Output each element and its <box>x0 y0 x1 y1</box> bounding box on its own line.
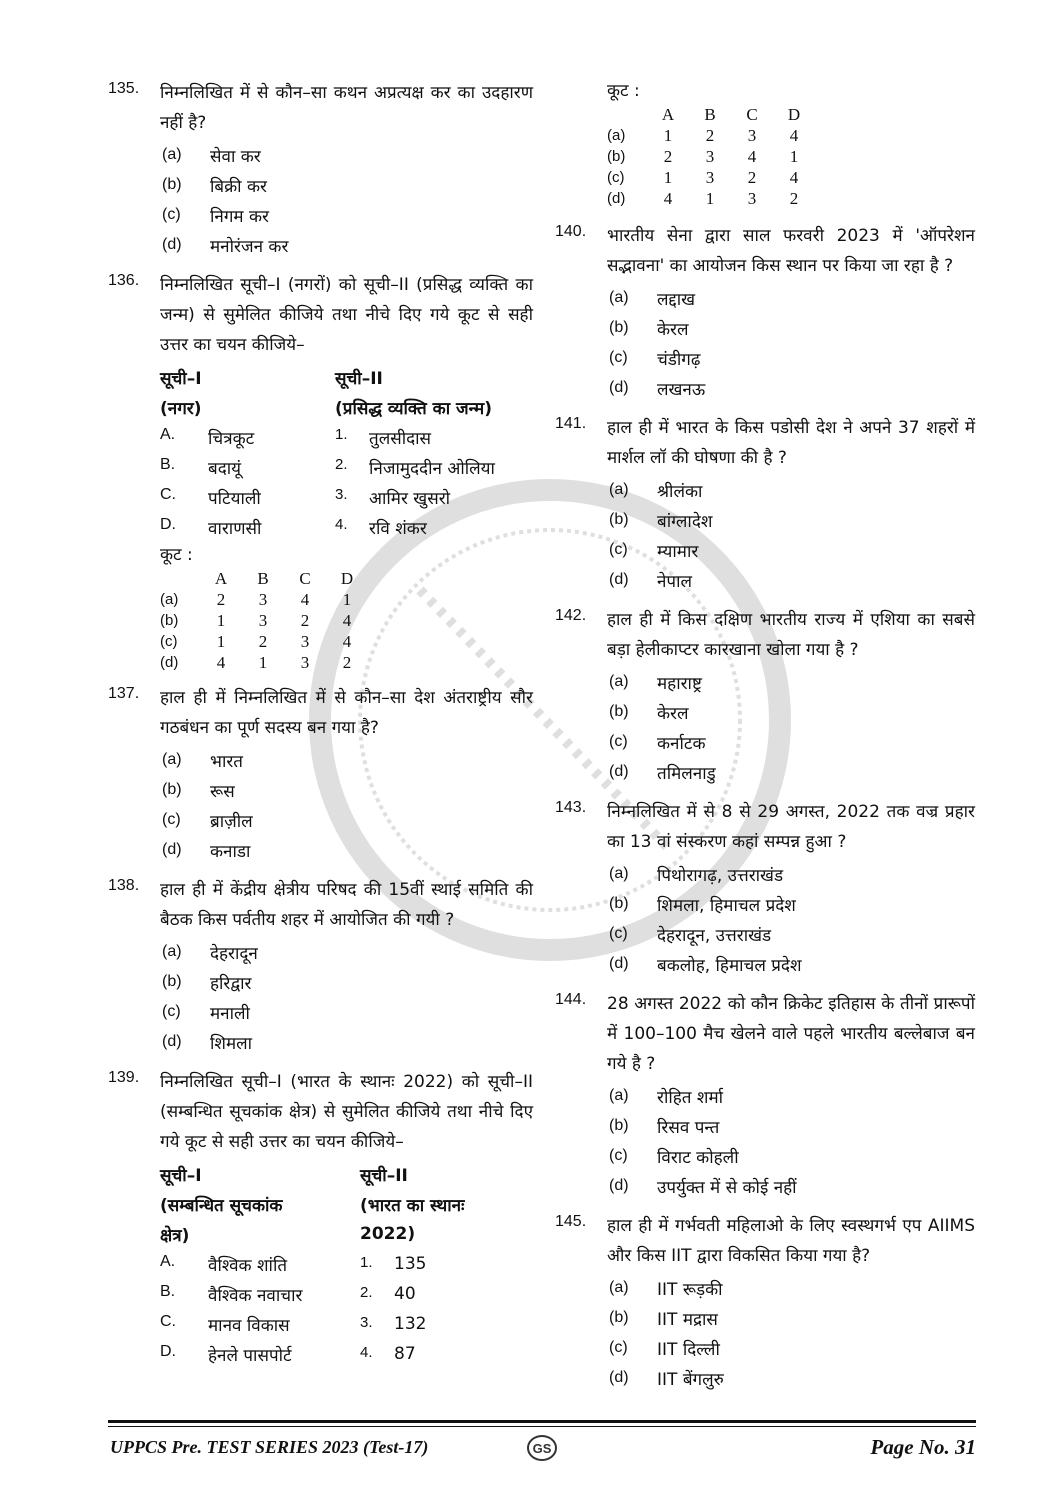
option-text: IIT दिल्ली <box>657 1339 720 1360</box>
option <box>609 919 975 949</box>
koot-cell: 1 <box>342 590 352 609</box>
option <box>162 200 533 230</box>
option-text: बांग्लादेश <box>657 511 713 532</box>
koot-option: (b) <box>607 148 626 165</box>
option-text: केरल <box>657 319 689 340</box>
option <box>609 1363 975 1393</box>
option <box>162 230 533 260</box>
question-number: 144. <box>555 991 587 1008</box>
option-label: (c) <box>162 811 181 828</box>
options <box>162 937 533 1057</box>
option-label: (a) <box>162 943 182 960</box>
question-number: 141. <box>555 415 587 432</box>
koot-col: A <box>661 105 675 124</box>
koot-cell: 4 <box>342 632 352 651</box>
question-text: भारतीय सेना द्वारा साल फरवरी 2023 में 'ऑपरेशन सद्भावना' का आयोजन किस स्थान पर किया जा रहा है ? <box>607 226 975 276</box>
option-text: IIT बेंगलुरु <box>657 1369 724 1390</box>
koot-table <box>607 104 815 209</box>
option-label: (b) <box>609 1117 629 1134</box>
option <box>609 313 975 343</box>
match-row <box>160 1249 533 1279</box>
row-num: 1. <box>335 425 348 443</box>
option-text: मनाली <box>210 1003 250 1024</box>
koot-cell: 4 <box>663 189 673 208</box>
koot-cell: 4 <box>789 126 799 145</box>
match-row <box>160 512 533 542</box>
koot-row <box>160 631 368 652</box>
option <box>609 727 975 757</box>
option <box>609 1141 975 1171</box>
question-number: 136. <box>108 272 140 289</box>
list-1-subtitle: (नगर) <box>160 398 202 419</box>
match-row <box>160 422 533 452</box>
option-label: (c) <box>162 1003 181 1020</box>
koot-col: B <box>704 105 716 124</box>
list-1-subtitle-cont: क्षेत्र) <box>160 1225 190 1246</box>
page-number: Page No. 31 <box>870 1435 976 1459</box>
koot-cell: 3 <box>747 189 757 208</box>
row-num: 4. <box>360 1344 373 1361</box>
koot-cell: 1 <box>258 653 268 672</box>
option-text: रोहित शर्मा <box>657 1087 724 1108</box>
option-label: (a) <box>609 481 629 498</box>
option-text: हरिद्वार <box>210 973 252 994</box>
question-text: हाल ही में केंद्रीय क्षेत्रीय परिषद की 15वीं स्थाई समिति की बैठक किस पर्वतीय शहर में आयोजित की गयी ? <box>160 880 533 930</box>
koot-cell: 4 <box>216 653 226 672</box>
koot-row <box>607 167 815 188</box>
option-text: तमिलनाडु <box>657 763 716 784</box>
options <box>609 1081 975 1201</box>
koot-cell: 2 <box>342 653 352 672</box>
option-label: (a) <box>609 865 629 882</box>
option-label: (c) <box>609 733 628 750</box>
list-header <box>160 1159 533 1189</box>
list-subheader <box>160 1219 533 1249</box>
option <box>609 889 975 919</box>
option <box>609 949 975 979</box>
row-key: B. <box>160 1282 176 1300</box>
koot-option: (d) <box>607 190 626 207</box>
option-label: (a) <box>609 1087 629 1104</box>
option-label: (b) <box>609 1309 629 1326</box>
koot-col: C <box>299 569 311 588</box>
koot-cell: 3 <box>300 653 310 672</box>
row-item: बदायूं <box>208 458 241 479</box>
question-number: 142. <box>555 607 587 624</box>
option-text: उपर्युक्त में से कोई नहीं <box>657 1177 797 1198</box>
question-text: हाल ही में गर्भवती महिलाओ के लिए स्वस्थगर्भ एप AIIMS और किस IIT द्वारा विकसित किया गया है? <box>607 1216 975 1266</box>
row-key: A. <box>160 425 176 443</box>
option-label: (c) <box>609 1147 628 1164</box>
list-subheader <box>160 392 533 422</box>
option-label: (c) <box>609 1339 628 1356</box>
option-text: शिमला, हिमाचल प्रदेश <box>657 895 796 916</box>
option <box>162 997 533 1027</box>
option <box>609 859 975 889</box>
question-142 <box>555 605 975 787</box>
option-label: (d) <box>162 1033 182 1050</box>
row-num: 3. <box>335 485 348 503</box>
koot-cell: 1 <box>216 632 226 651</box>
option-text: बिक्री कर <box>210 176 267 197</box>
question-138 <box>108 875 533 1057</box>
row-match: 40 <box>394 1284 416 1304</box>
row-match: 132 <box>394 1314 427 1334</box>
option-text: केरल <box>657 703 689 724</box>
row-match: रवि शंकर <box>369 518 427 539</box>
option <box>609 1111 975 1141</box>
list-2-title: सूची–II <box>360 1165 408 1186</box>
option-label: (a) <box>609 289 629 306</box>
koot-cell: 4 <box>789 168 799 187</box>
koot-cell: 4 <box>747 147 757 166</box>
right-column <box>555 78 975 1403</box>
koot-cell: 3 <box>258 590 268 609</box>
option-label: (a) <box>162 751 182 768</box>
question-number: 139. <box>108 1069 140 1086</box>
option <box>162 835 533 865</box>
koot-cell: 1 <box>789 147 799 166</box>
option-label: (c) <box>609 925 628 942</box>
option-text: IIT रूड़की <box>657 1279 723 1300</box>
option-text: मनोरंजन कर <box>210 236 289 257</box>
koot-cell: 2 <box>258 632 268 651</box>
option-text: महाराष्ट्र <box>657 673 702 694</box>
koot-header-row <box>607 104 815 125</box>
option-label: (b) <box>609 511 629 528</box>
row-num: 4. <box>335 515 348 533</box>
option-label: (d) <box>162 236 182 253</box>
option <box>162 745 533 775</box>
option-text: लद्दाख <box>657 289 696 310</box>
koot-cell: 3 <box>258 611 268 630</box>
option-text: रिसव पन्त <box>657 1117 720 1138</box>
koot-col: A <box>214 569 228 588</box>
option-label: (d) <box>609 379 629 396</box>
koot-cell: 3 <box>747 126 757 145</box>
koot-cell: 2 <box>789 189 799 208</box>
option-text: कर्नाटक <box>657 733 706 754</box>
option-label: (c) <box>162 206 181 223</box>
option-text: सेवा कर <box>210 146 261 167</box>
row-item: वैश्विक शांति <box>208 1255 288 1276</box>
option-label: (a) <box>609 673 629 690</box>
options <box>609 859 975 979</box>
option-text: म्यामार <box>657 541 699 562</box>
koot-cell: 2 <box>747 168 757 187</box>
question-number: 137. <box>108 685 140 702</box>
row-key: D. <box>160 515 176 533</box>
option <box>162 775 533 805</box>
question-number: 143. <box>555 799 587 816</box>
match-row <box>160 1339 533 1369</box>
koot-col: B <box>257 569 269 588</box>
row-match: निजामुददीन ओलिया <box>369 458 495 479</box>
option-text: निगम कर <box>210 206 269 227</box>
option-label: (d) <box>609 955 629 972</box>
option-label: (c) <box>609 541 628 558</box>
koot-cell: 3 <box>705 168 715 187</box>
row-item: मानव विकास <box>208 1315 290 1336</box>
option <box>609 757 975 787</box>
left-column <box>108 78 533 1379</box>
option-text: शिमला <box>210 1033 253 1054</box>
question-text: हाल ही में निम्नलिखित में से कौन–सा देश अंतराष्ट्रीय सौर गठबंधन का पूर्ण सदस्य बन गया है? <box>160 688 533 738</box>
koot-cell: 2 <box>663 147 673 166</box>
question-number: 140. <box>555 223 587 240</box>
koot-row <box>160 652 368 673</box>
row-item: चित्रकूट <box>208 428 255 449</box>
question-145 <box>555 1211 975 1393</box>
question-139-koot <box>555 78 975 209</box>
option-text: देहरादून <box>210 943 258 964</box>
option <box>609 283 975 313</box>
options <box>609 1273 975 1393</box>
question-135 <box>108 78 533 260</box>
options <box>609 283 975 403</box>
match-list <box>160 1159 533 1369</box>
koot-row <box>607 188 815 209</box>
option <box>609 475 975 505</box>
koot-cell: 3 <box>705 147 715 166</box>
koot-row <box>607 125 815 146</box>
options <box>162 140 533 260</box>
koot-cell: 2 <box>216 590 226 609</box>
koot-cell: 1 <box>663 168 673 187</box>
match-row <box>160 452 533 482</box>
koot-option: (a) <box>160 591 179 608</box>
option-text: चंडीगढ़ <box>657 349 701 370</box>
list-2-subtitle: (प्रसिद्ध व्यक्ति का जन्म) <box>335 398 492 419</box>
row-num: 2. <box>335 455 348 473</box>
option <box>609 1081 975 1111</box>
row-num: 1. <box>360 1254 373 1271</box>
question-number: 135. <box>108 80 140 97</box>
question-number: 138. <box>108 877 140 894</box>
row-match: 135 <box>394 1254 427 1274</box>
question-141 <box>555 413 975 595</box>
options <box>609 475 975 595</box>
list-1-title: सूची–I <box>160 368 202 389</box>
match-row <box>160 1309 533 1339</box>
match-row <box>160 482 533 512</box>
koot-option: (a) <box>607 127 626 144</box>
option-label: (d) <box>162 841 182 858</box>
koot-col: D <box>340 569 354 588</box>
koot-col: D <box>787 105 801 124</box>
footer-rule-thin <box>108 1426 976 1427</box>
option-label: (d) <box>609 763 629 780</box>
list-header <box>160 362 533 392</box>
option <box>609 535 975 565</box>
option-label: (b) <box>609 703 629 720</box>
row-item: वाराणसी <box>208 518 262 539</box>
option-text: नेपाल <box>657 571 693 592</box>
option-label: (b) <box>162 973 182 990</box>
koot-cell: 2 <box>705 126 715 145</box>
option-label: (b) <box>162 176 182 193</box>
row-match: तुलसीदास <box>369 428 432 449</box>
option-label: (b) <box>609 319 629 336</box>
option-text: श्रीलंका <box>657 481 703 502</box>
option-text: कनाडा <box>210 841 251 862</box>
koot-option: (c) <box>607 169 625 186</box>
koot-cell: 1 <box>216 611 226 630</box>
question-text: हाल ही में किस दक्षिण भारतीय राज्य में एशिया का सबसे बड़ा हेलीकाप्टर कारखाना खोला गया है ? <box>607 610 975 660</box>
match-list <box>160 362 533 542</box>
row-key: D. <box>160 1342 176 1360</box>
row-key: A. <box>160 1252 176 1270</box>
options <box>609 667 975 787</box>
row-key: C. <box>160 1312 176 1330</box>
row-match: आमिर खुसरो <box>369 488 451 509</box>
row-item: वैश्विक नवाचार <box>208 1285 303 1306</box>
question-text: निम्नलिखित सूची–I (भारत के स्थानः 2022) को सूची–II (सम्बन्धित सूचकांक क्षेत्र) से सुमेलित कीजिये तथा नीचे दिए गये कूट से सही उत्तर का चयन कीजिये– <box>160 1072 533 1152</box>
koot-label: कूट : <box>607 81 640 101</box>
option <box>609 697 975 727</box>
koot-cell: 1 <box>705 189 715 208</box>
row-item: हेनले पासपोर्ट <box>208 1345 292 1366</box>
row-num: 2. <box>360 1284 373 1301</box>
option-text: IIT मद्रास <box>657 1309 718 1330</box>
koot-cell: 2 <box>300 611 310 630</box>
option-text: लखनऊ <box>657 379 706 400</box>
option-text: भारत <box>210 751 243 772</box>
option <box>609 343 975 373</box>
koot-option: (c) <box>160 633 178 650</box>
option-label: (b) <box>609 895 629 912</box>
option-label: (d) <box>609 1177 629 1194</box>
option-text: बकलोह, हिमाचल प्रदेश <box>657 955 802 976</box>
koot-label: कूट : <box>160 545 193 565</box>
option <box>162 805 533 835</box>
row-num: 3. <box>360 1314 373 1331</box>
koot-row <box>607 146 815 167</box>
question-139 <box>108 1067 533 1369</box>
option <box>609 1333 975 1363</box>
list-2-subtitle: (भारत का स्थानः <box>360 1195 465 1216</box>
koot-row <box>160 589 368 610</box>
option <box>609 1171 975 1201</box>
option-label: (d) <box>609 1369 629 1386</box>
footer-rule <box>108 1420 976 1423</box>
option-text: रूस <box>210 781 235 802</box>
question-143 <box>555 797 975 979</box>
option <box>609 565 975 595</box>
question-140 <box>555 221 975 403</box>
match-row <box>160 1279 533 1309</box>
option <box>162 170 533 200</box>
question-137 <box>108 683 533 865</box>
koot-table <box>160 568 368 673</box>
question-text: 28 अगस्त 2022 को कौन क्रिकेट इतिहास के तीनों प्रारूपों में 100–100 मैच खेलने वाले पहले भारतीय बल्लेबाज बन गये है ? <box>607 994 975 1074</box>
koot-col: C <box>746 105 758 124</box>
koot-cell: 3 <box>300 632 310 651</box>
option-text: ब्राज़ील <box>210 811 253 832</box>
koot-header-row <box>160 568 368 589</box>
option-label: (a) <box>609 1279 629 1296</box>
option <box>162 140 533 170</box>
gs-logo-icon <box>520 1433 564 1463</box>
question-144 <box>555 989 975 1201</box>
koot-cell: 4 <box>342 611 352 630</box>
option-text: विराट कोहली <box>657 1147 739 1168</box>
question-text: निम्नलिखित में से 8 से 29 अगस्त, 2022 तक वज्र प्रहार का 13 वां संस्करण कहां सम्पन्न हुआ ? <box>607 802 975 852</box>
options <box>162 745 533 865</box>
option-label: (c) <box>609 349 628 366</box>
question-text: निम्नलिखित में से कौन–सा कथन अप्रत्यक्ष कर का उदहारण नहीं है? <box>160 83 533 133</box>
koot-row <box>160 610 368 631</box>
option <box>609 373 975 403</box>
question-text: हाल ही में भारत के किस पडोसी देश ने अपने 37 शहरों में मार्शल लॉ की घोषणा की है ? <box>607 418 975 468</box>
option-text: देहरादून, उत्तराखंड <box>657 925 772 946</box>
list-2-title: सूची–II <box>335 368 383 389</box>
option <box>162 937 533 967</box>
option <box>609 1273 975 1303</box>
option-label: (d) <box>609 571 629 588</box>
option <box>162 1027 533 1057</box>
row-match: 87 <box>394 1344 416 1364</box>
footer-series-title: UPPCS Pre. TEST SERIES 2023 (Test-17) <box>110 1437 429 1457</box>
option <box>609 1303 975 1333</box>
option <box>609 667 975 697</box>
option-text: पिथोरागढ़, उत्तराखंड <box>657 865 784 886</box>
row-key: C. <box>160 485 176 503</box>
option-label: (b) <box>162 781 182 798</box>
list-1-title: सूची–I <box>160 1165 202 1186</box>
row-item: पटियाली <box>208 488 261 509</box>
option <box>162 967 533 997</box>
list-1-subtitle: (सम्बन्धित सूचकांक <box>160 1195 283 1216</box>
question-136 <box>108 270 533 673</box>
question-number: 145. <box>555 1213 587 1230</box>
option <box>609 505 975 535</box>
option-label: (a) <box>162 146 182 163</box>
koot-cell: 1 <box>663 126 673 145</box>
row-key: B. <box>160 455 176 473</box>
koot-option: (d) <box>160 654 179 671</box>
list-2-subtitle-cont: 2022) <box>360 1224 416 1244</box>
gs-logo-text: GS <box>532 1441 552 1456</box>
koot-option: (b) <box>160 612 179 629</box>
question-text: निम्नलिखित सूची–I (नगरों) को सूची–II (प्रसिद्ध व्यक्ति का जन्म) से सुमेलित कीजिये तथा नीचे दिए गये कूट से सही उत्तर का चयन कीजिये– <box>160 275 533 355</box>
koot-cell: 4 <box>300 590 310 609</box>
list-subheader <box>160 1189 533 1219</box>
